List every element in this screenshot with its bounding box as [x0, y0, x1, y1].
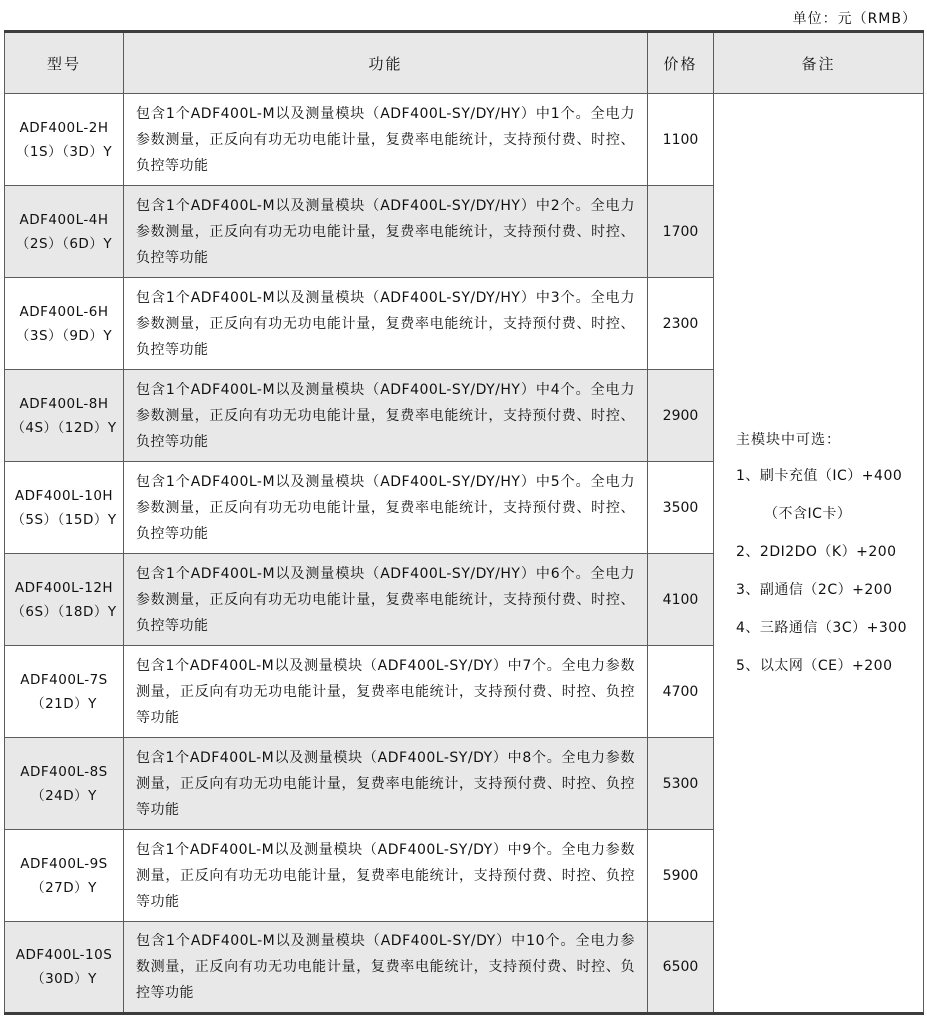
remark-title: 主模块中可选： — [736, 432, 841, 448]
model-cell — [5, 738, 124, 830]
model-code: ADF400L-10S — [15, 947, 113, 963]
price-cell: 2900 — [648, 370, 714, 462]
function-cell: 包含1个ADF400L-M以及测量模块（ADF400L-SY/DY/HY）中6个。全电力参数测量，正反向有功无功电能计量，复费率电能统计，支持预付费、时控、负控等功能 — [124, 554, 648, 646]
function-cell: 包含1个ADF400L-M以及测量模块（ADF400L-SY/DY）中9个。全电力参数测量，正反向有功无功电能计量，复费率电能统计，支持预付费、时控、负控等功能 — [124, 830, 648, 922]
model-code: ADF400L-6H — [19, 303, 109, 320]
function-cell: 包含1个ADF400L-M以及测量模块（ADF400L-SY/DY/HY）中5个。全电力参数测量，正反向有功无功电能计量，复费率电能统计，支持预付费、时控、负控等功能 — [124, 462, 648, 554]
function-cell: 包含1个ADF400L-M以及测量模块（ADF400L-SY/DY/HY）中3个。全电力参数测量，正反向有功无功电能计量，复费率电能统计，支持预付费、时控、负控等功能 — [124, 278, 648, 370]
model-spec: （27D）Y — [31, 879, 97, 896]
model-spec: （6S）（18D）Y — [11, 603, 117, 620]
price-cell: 4100 — [648, 554, 714, 646]
model-spec: （2S）（6D）Y — [15, 235, 113, 252]
price-cell: 3500 — [648, 462, 714, 554]
price-cell: 5900 — [648, 830, 714, 922]
model-spec: （30D）Y — [31, 971, 97, 987]
table-header-row — [5, 32, 924, 94]
remark-option: 1、刷卡充值（IC）+400 — [736, 468, 903, 484]
model-cell — [5, 922, 124, 1014]
model-spec: （3S）（9D）Y — [15, 327, 113, 344]
function-cell: 包含1个ADF400L-M以及测量模块（ADF400L-SY/DY/HY）中1个。全电力参数测量，正反向有功无功电能计量，复费率电能统计，支持预付费、时控、负控等功能 — [124, 94, 648, 186]
model-spec: （1S）（3D）Y — [15, 143, 113, 160]
model-code: ADF400L-4H — [19, 211, 109, 228]
price-cell: 6500 — [648, 922, 714, 1014]
model-spec: （5S）（15D）Y — [11, 511, 117, 528]
remark-option: 3、副通信（2C）+200 — [736, 582, 893, 598]
model-code: ADF400L-10H — [14, 487, 114, 504]
model-cell — [5, 830, 124, 922]
header-remark: 备注 — [714, 32, 924, 94]
function-cell: 包含1个ADF400L-M以及测量模块（ADF400L-SY/DY/HY）中2个。全电力参数测量，正反向有功无功电能计量，复费率电能统计，支持预付费、时控、负控等功能 — [124, 186, 648, 278]
model-cell — [5, 278, 124, 370]
remark-option: 4、三路通信（3C）+300 — [736, 620, 908, 636]
model-code: ADF400L-8S — [20, 763, 108, 780]
price-cell: 1700 — [648, 186, 714, 278]
model-code: ADF400L-2H — [19, 119, 109, 136]
model-cell — [5, 646, 124, 738]
unit-label: 单位：元（RMB） — [792, 11, 917, 27]
remark-option: 2、2DI2DO（K）+200 — [736, 544, 897, 560]
model-spec: （4S）（12D）Y — [11, 419, 117, 436]
price-table — [4, 30, 924, 1015]
model-cell — [5, 370, 124, 462]
function-cell: 包含1个ADF400L-M以及测量模块（ADF400L-SY/DY）中10个。全电力参数测量，正反向有功无功电能计量，复费率电能统计，支持预付费、时控、负控等功能 — [124, 922, 648, 1014]
model-code: ADF400L-9S — [20, 855, 108, 872]
price-cell: 5300 — [648, 738, 714, 830]
price-cell: 2300 — [648, 278, 714, 370]
model-cell — [5, 462, 124, 554]
model-code: ADF400L-12H — [14, 579, 114, 596]
model-code: ADF400L-8H — [19, 395, 109, 412]
header-price: 价格 — [648, 32, 714, 94]
model-spec: （21D）Y — [31, 695, 97, 712]
price-cell: 1100 — [648, 94, 714, 186]
header-model: 型号 — [5, 32, 124, 94]
function-cell: 包含1个ADF400L-M以及测量模块（ADF400L-SY/DY）中8个。全电力参数测量，正反向有功无功电能计量，复费率电能统计，支持预付费、时控、负控等功能 — [124, 738, 648, 830]
remark-option-note: （不含IC卡） — [764, 506, 852, 522]
remark-cell — [714, 94, 924, 1014]
model-spec: （24D）Y — [31, 787, 97, 804]
model-code: ADF400L-7S — [20, 671, 108, 688]
function-cell: 包含1个ADF400L-M以及测量模块（ADF400L-SY/DY）中7个。全电力参数测量，正反向有功无功电能计量，复费率电能统计，支持预付费、时控、负控等功能 — [124, 646, 648, 738]
header-function: 功能 — [124, 32, 648, 94]
function-cell: 包含1个ADF400L-M以及测量模块（ADF400L-SY/DY/HY）中4个。全电力参数测量，正反向有功无功电能计量，复费率电能统计，支持预付费、时控、负控等功能 — [124, 370, 648, 462]
model-cell — [5, 186, 124, 278]
table-row — [5, 94, 924, 186]
price-cell: 4700 — [648, 646, 714, 738]
remark-option: 5、以太网（CE）+200 — [736, 658, 893, 674]
model-cell — [5, 94, 124, 186]
model-cell — [5, 554, 124, 646]
